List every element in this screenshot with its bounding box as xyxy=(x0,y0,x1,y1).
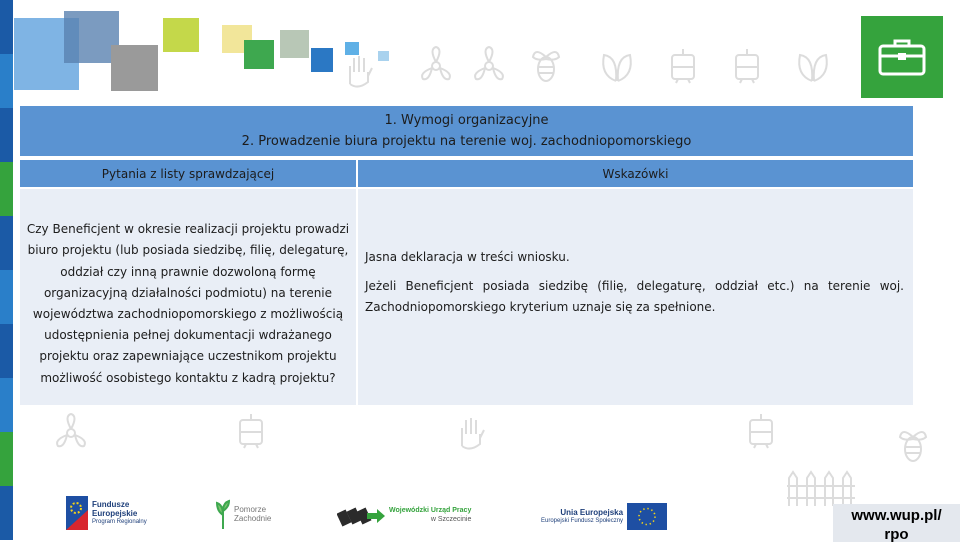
hand-icon xyxy=(450,410,492,452)
briefcase-icon xyxy=(878,38,926,76)
hint-text-1: Jasna deklaracja w treści wniosku. xyxy=(365,250,570,264)
wup-line-2: w Szczecinie xyxy=(430,516,472,523)
decor-square xyxy=(311,48,333,72)
pz-line-1: Pomorze xyxy=(234,505,267,514)
wup-logo xyxy=(337,501,471,529)
decor-square xyxy=(244,40,274,69)
header-line-2: 2. Prowadzenie biura projektu na terenie woj. zachodniopomorskiego xyxy=(241,134,692,149)
fe-line-2: Europejskie xyxy=(92,508,138,518)
unia-europejska-logo xyxy=(541,503,667,530)
fan-icon xyxy=(50,412,92,454)
pomorze-zachodnie-logo xyxy=(215,499,271,529)
fundusze-europejskie-logo xyxy=(66,496,147,530)
ue-line-1: Unia Europejska xyxy=(560,507,624,517)
footer-logos xyxy=(0,493,960,538)
decor-square xyxy=(111,45,158,91)
website-url[interactable] xyxy=(833,504,960,542)
bee-icon xyxy=(892,425,934,467)
column-header-questions: Pytania z listy sprawdzającej xyxy=(20,160,356,187)
fan-icon xyxy=(415,45,457,87)
pz-sprout-icon xyxy=(215,499,231,529)
tram-icon xyxy=(726,45,768,87)
ue-line-2: Europejski Fundusz Społeczny xyxy=(541,517,624,524)
pz-line-2: Zachodnie xyxy=(234,514,272,523)
fan-icon xyxy=(468,45,510,87)
question-text: Czy Beneficjent w okresie realizacji projektu prowadzi biuro projektu (lub posiada siedzibę, filię, delegaturę, oddział czy inną prawnie dozwoloną formę organizacyjną działalności podmiotu) na terenie województwa zachodniopomorskiego z możliwością udostępnienia pełnej dokumentacji wdrażanego projektu oraz zapewniające uczestnikom projektu możliwość osobistego kontaktu z kadrą projektu? xyxy=(26,222,350,385)
left-color-stripe xyxy=(0,0,13,540)
header-line-1: 1. Wymogi organizacyjne xyxy=(384,113,549,128)
briefcase-tile xyxy=(861,16,943,98)
decor-square xyxy=(280,30,309,58)
column-header-hints: Wskazówki xyxy=(358,160,913,187)
leaf-icon xyxy=(596,45,638,87)
fe-line-1: Fundusze xyxy=(92,499,130,509)
fe-line-3: Program Regionalny xyxy=(92,518,147,525)
question-cell xyxy=(20,189,356,405)
tram-icon xyxy=(740,410,782,452)
hint-text-2: Jeżeli Beneficjent posiada siedzibę (filię, delegaturę, oddział etc.) na terenie woj. Zachodniopomorskiego kryterium uznaje się za spełnione. xyxy=(365,279,904,314)
hints-cell xyxy=(358,189,913,405)
tram-icon xyxy=(230,410,272,452)
wup-mark-icon xyxy=(337,501,385,529)
decor-square xyxy=(163,18,199,52)
hand-icon xyxy=(338,48,380,90)
url-line-2: rpo xyxy=(884,526,909,543)
tram-icon xyxy=(662,45,704,87)
section-header xyxy=(20,106,913,156)
wup-line-1: Wojewódzki Urząd Pracy xyxy=(389,507,472,514)
bee-icon xyxy=(525,45,567,87)
eu-flag-icon xyxy=(627,503,667,530)
url-line-1: www.wup.pl/ xyxy=(851,507,942,524)
leaf-icon xyxy=(792,45,834,87)
fe-flag-icon xyxy=(66,496,88,530)
